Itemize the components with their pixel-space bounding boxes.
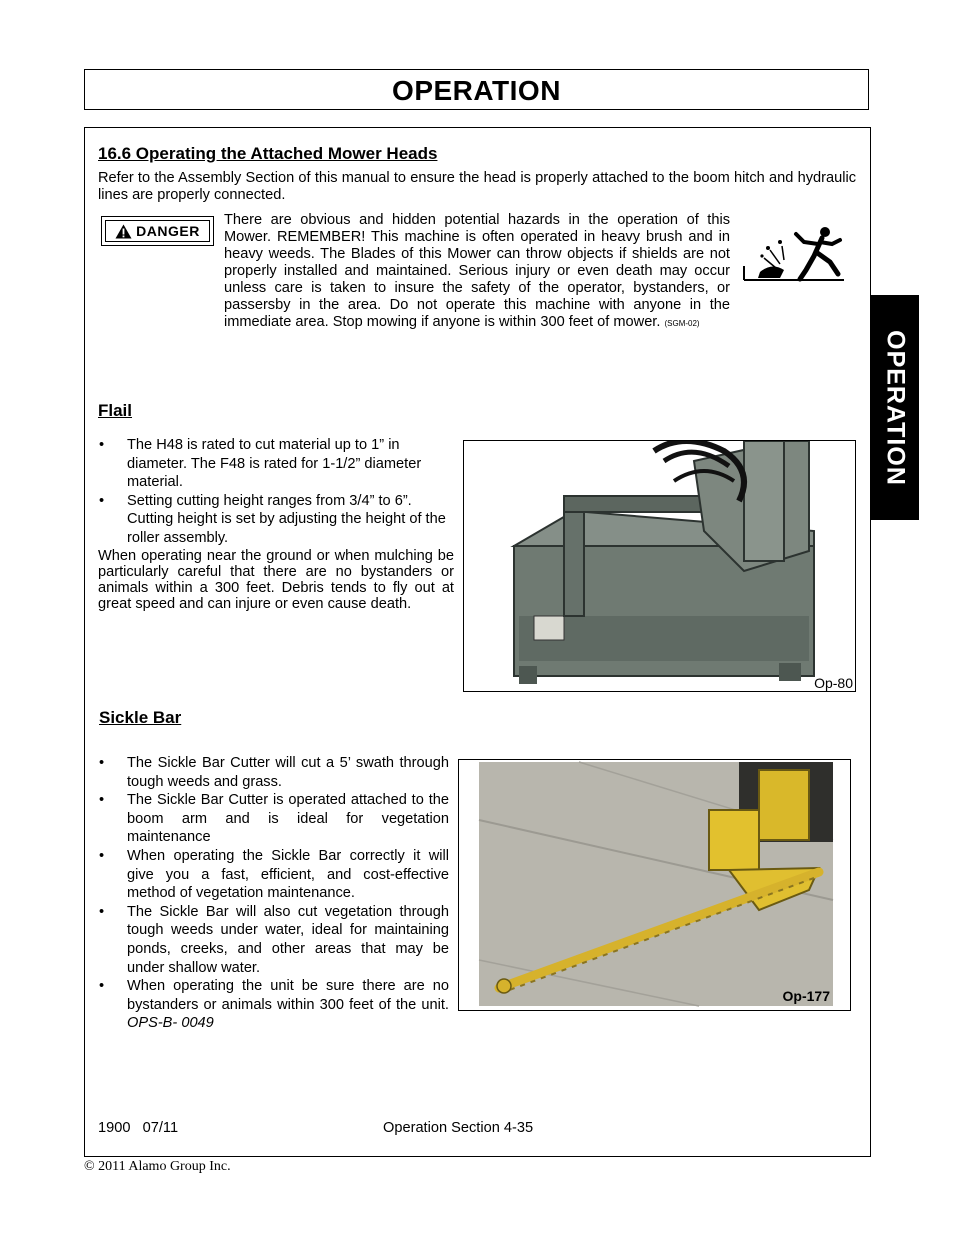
list-item: • The H48 is rated to cut material up to 1” in diameter. The F48 is rated for 1-1/2” diameter material. — [98, 436, 448, 492]
list-item: • The Sickle Bar will also cut vegetation through tough weeds under water, ideal for maintaining ponds, creeks, and other areas that may be under shallow water. — [98, 903, 449, 977]
sickle-code: OPS-B- 0049 — [127, 1015, 214, 1032]
section-intro: Refer to the Assembly Section of this manual to ensure the head is properly attached to the boom hitch and hydraulic lines are properly connected. — [98, 170, 856, 203]
flail-image-label: Op-80 — [814, 675, 853, 691]
header-box — [84, 69, 869, 110]
danger-label: DANGER — [136, 223, 200, 239]
page-header-title: OPERATION — [392, 75, 561, 106]
danger-code: (SGM-02) — [664, 319, 700, 328]
warning-triangle-icon — [115, 224, 132, 239]
danger-badge — [101, 216, 214, 246]
footer-section-page: Operation Section 4-35 — [383, 1120, 534, 1136]
flail-mower-photo — [463, 440, 856, 692]
danger-text: There are obvious and hidden potential hazards in the operation of this Mower. REMEMBER! This machine is often operated in heavy brush and in heavy weeds. The Blades of this Mower can throw objects if shields are not properly installed and maintained. Serious injury or even death may occur unless care is taken to insure the safety of the operator, bystanders, or passersby in the area. Do not operate this machine with anyone in the immediate area. Stop mowing if anyone is within 300 feet of mower. — [224, 212, 730, 330]
list-item — [98, 977, 449, 1033]
sickle-bullet-list — [98, 754, 449, 1033]
danger-paragraph — [224, 212, 730, 332]
section-heading: 16.6 Operating the Attached Mower Heads — [98, 144, 438, 163]
list-item: • The Sickle Bar Cutter is operated attached to the boom arm and is ideal for vegetation maintenance — [98, 791, 449, 847]
copyright: © 2011 Alamo Group Inc. — [84, 1159, 231, 1174]
sickle-bar-photo — [458, 759, 851, 1011]
list-item: • The Sickle Bar Cutter will cut a 5’ swath through tough weeds and grass. — [98, 754, 449, 791]
side-tab-label: OPERATION — [881, 329, 909, 486]
side-tab — [870, 295, 919, 520]
flail-paragraph: When operating near the ground or when mulching be particularly careful that there are no bystanders or animals within a 300 feet. Debris tends to fly out at great speed and can injure or even cause death. — [98, 548, 454, 612]
thrown-object-hazard-icon — [740, 222, 848, 284]
list-item: • Setting cutting height ranges from 3/4” to 6”. Cutting height is set by adjusting the height of the roller assembly. — [98, 492, 448, 548]
list-item-text: When operating the unit be sure there are no bystanders or animals within 300 feet of the unit. — [127, 978, 449, 1013]
sickle-bar-illustration — [459, 760, 850, 1010]
flail-bullet-list — [98, 436, 448, 548]
list-item: • When operating the Sickle Bar correctly it will give you a fast, efficient, and cost-effective method of vegetation maintenance. — [98, 847, 449, 903]
flail-mower-illustration — [464, 441, 855, 691]
sickle-image-label: Op-177 — [782, 988, 830, 1004]
footer-model-date: 1900 07/11 — [98, 1120, 179, 1136]
flail-title: Flail — [98, 401, 133, 420]
sickle-bar-title: Sickle Bar — [99, 708, 182, 727]
